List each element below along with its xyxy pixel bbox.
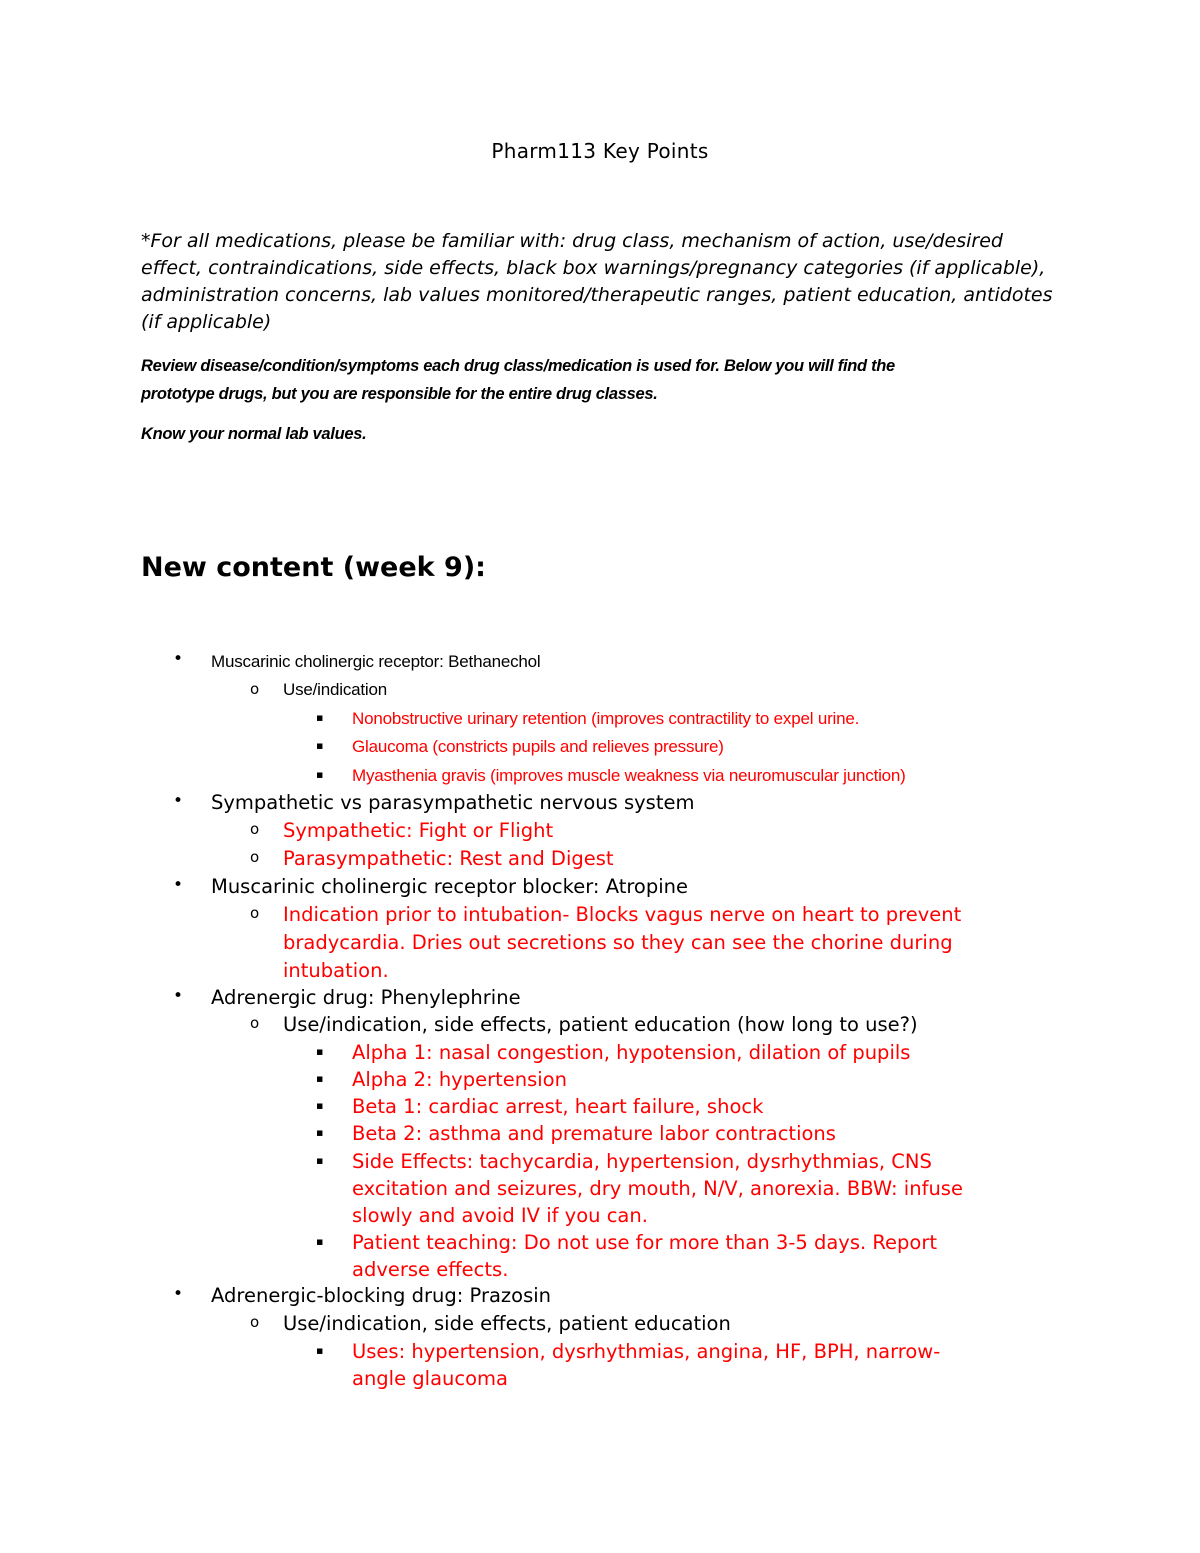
review-line: prototype drugs, but you are responsible for the entire drug classes. <box>141 385 658 403</box>
list-item-level3-line: angle glaucoma <box>352 1367 508 1390</box>
list-item-level3-line: Side Effects: tachycardia, hypertension, dysrhythmias, CNS <box>352 1150 932 1173</box>
bullet-level1-icon: • <box>173 1284 184 1304</box>
list-item-level2-line: Indication prior to intubation- Blocks vagus nerve on heart to prevent <box>283 903 962 926</box>
list-item-level1: Adrenergic-blocking drug: Prazosin <box>211 1284 552 1307</box>
bullet-level2-icon: o <box>250 820 260 838</box>
list-item-level2-line: bradycardia. Dries out secretions so they can see the chorine during <box>283 931 953 954</box>
bullet-level2-icon: o <box>250 904 260 922</box>
list-item-level3: Myasthenia gravis (improves muscle weakness via neuromuscular junction) <box>352 766 906 785</box>
list-item-level1: Muscarinic cholinergic receptor: Bethanechol <box>211 652 541 671</box>
review-line: Review disease/condition/symptoms each drug class/medication is used for. Below you will find the <box>141 357 895 375</box>
bullet-level1-icon: • <box>173 986 184 1006</box>
list-item-level3-line: adverse effects. <box>352 1258 509 1281</box>
list-item-level1: Sympathetic vs parasympathetic nervous system <box>211 791 695 814</box>
list-item-level2: Use/indication, side effects, patient education <box>283 1312 731 1335</box>
bullet-level1-icon: • <box>173 649 184 669</box>
bullet-level3-icon: ▪ <box>316 1045 324 1058</box>
list-item-level3: Nonobstructive urinary retention (improves contractility to expel urine. <box>352 709 860 728</box>
intro-paragraph: *For all medications, please be familiar with: drug class, mechanism of action, use/desired effect, contraindications, side effects, black box warnings/pregnancy categories (if applicable), administration concerns, lab values monitored/therapeutic ranges, patient education, antidotes (if applicable) <box>141 230 1053 333</box>
list-item-level2: Use/indication <box>283 680 387 699</box>
list-item-level3-line: slowly and avoid IV if you can. <box>352 1204 648 1227</box>
list-item-level1: Adrenergic drug: Phenylephrine <box>211 986 521 1009</box>
bullet-level3-icon: ▪ <box>316 711 324 724</box>
list-item-level3: Glaucoma (constricts pupils and relieves pressure) <box>352 737 724 756</box>
bullet-level3-icon: ▪ <box>316 1344 324 1357</box>
list-item-level3-line: excitation and seizures, dry mouth, N/V, anorexia. BBW: infuse <box>352 1177 963 1200</box>
bullet-level1-icon: • <box>173 875 184 895</box>
list-item-level3: Alpha 2: hypertension <box>352 1068 567 1091</box>
bullet-level3-icon: ▪ <box>316 1099 324 1112</box>
bullet-level1-icon: • <box>173 791 184 811</box>
list-item-level2: Use/indication, side effects, patient education (how long to use?) <box>283 1013 918 1036</box>
document-title: Pharm113 Key Points <box>491 139 709 163</box>
bullet-level3-icon: ▪ <box>316 1126 324 1139</box>
bullet-level2-icon: o <box>250 1014 260 1032</box>
lab-values-note: Know your normal lab values. <box>141 425 367 443</box>
review-paragraph <box>141 352 1061 408</box>
bullet-level2-icon: o <box>250 848 260 866</box>
section-heading: New content (week 9): <box>141 552 486 583</box>
bullet-level3-icon: ▪ <box>316 1235 324 1248</box>
bullet-level2-icon: o <box>250 1313 260 1331</box>
bullet-level3-icon: ▪ <box>316 1154 324 1167</box>
list-item-level3: Beta 2: asthma and premature labor contractions <box>352 1122 836 1145</box>
bullet-level3-icon: ▪ <box>316 1072 324 1085</box>
list-item-level3: Alpha 1: nasal congestion, hypotension, dilation of pupils <box>352 1041 911 1064</box>
bullet-level3-icon: ▪ <box>316 739 324 752</box>
list-item-level1: Muscarinic cholinergic receptor blocker: Atropine <box>211 875 689 898</box>
list-item-level3: Beta 1: cardiac arrest, heart failure, shock <box>352 1095 764 1118</box>
list-item-level3-line: Patient teaching: Do not use for more than 3-5 days. Report <box>352 1231 938 1254</box>
bullet-level2-icon: o <box>250 680 260 698</box>
bullet-level3-icon: ▪ <box>316 768 324 781</box>
list-item-level2: Sympathetic: Fight or Flight <box>283 819 554 842</box>
list-item-level2-line: intubation. <box>283 959 389 982</box>
list-item-level3-line: Uses: hypertension, dysrhythmias, angina, HF, BPH, narrow- <box>352 1340 941 1363</box>
list-item-level2: Parasympathetic: Rest and Digest <box>283 847 614 870</box>
